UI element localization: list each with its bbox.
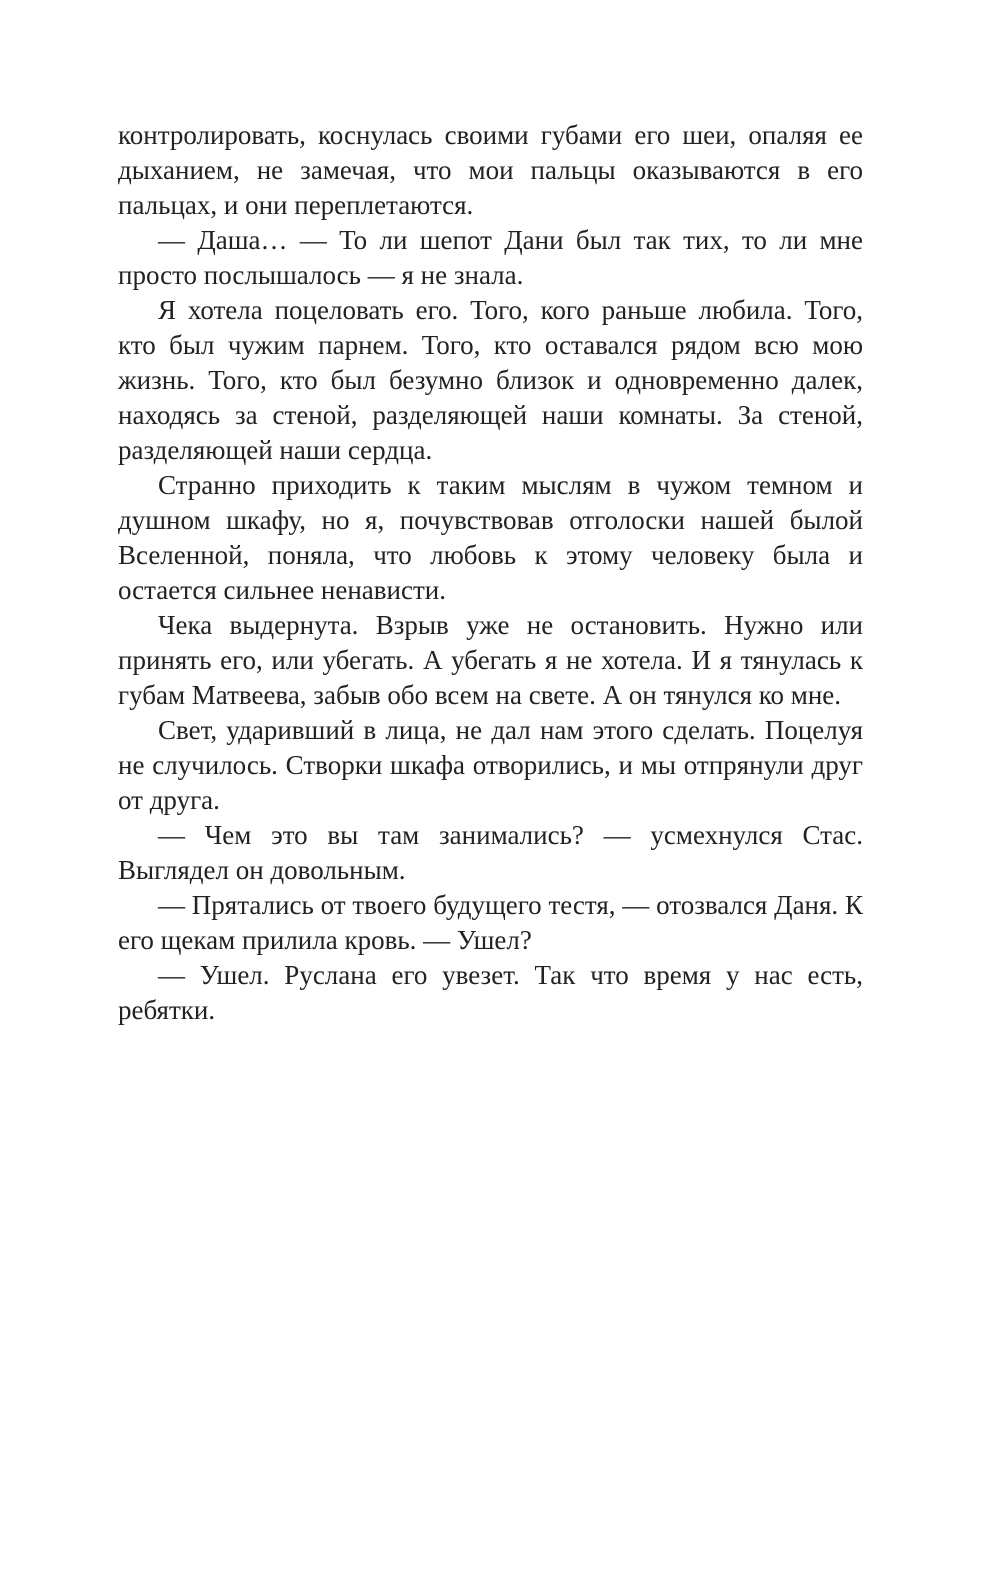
paragraph-6: Свет, ударивший в лица, не дал нам этого сделать. Поцелуя не случилось. Створки шкафа отворились, и мы отпрянули друг от друга. <box>118 715 863 815</box>
paragraph-7: — Чем это вы там занимались? — усмехнулся Стас. Выглядел он довольным. <box>118 820 863 885</box>
paragraph-4: Странно приходить к таким мыслям в чужом темном и душном шкафу, но я, почувствовав отголоски нашей былой Вселенной, поняла, что любовь к этому человеку была и остается сильнее ненависти. <box>118 470 863 605</box>
paragraph-2: — Даша… — То ли шепот Дани был так тих, то ли мне просто послышалось — я не знала. <box>118 225 863 290</box>
paragraph-5: Чека выдернута. Взрыв уже не остановить. Нужно или принять его, или убегать. А убегать я не хотела. И я тянулась к губам Матвеева, забыв обо всем на свете. А он тянулся ко мне. <box>118 610 863 710</box>
paragraph-1: контролировать, коснулась своими губами его шеи, опаляя ее дыханием, не замечая, что мои пальцы оказываются в его пальцах, и они переплетаются. <box>118 120 863 220</box>
paragraph-8: — Прятались от твоего будущего тестя, — отозвался Даня. К его щекам прилила кровь. — Ушел? <box>118 890 863 955</box>
paragraph-3: Я хотела поцеловать его. Того, кого раньше любила. Того, кто был чужим парнем. Того, кто оставался рядом всю мою жизнь. Того, кто был безумно близок и одновременно далек, находясь за стеной, разделяющей наши комнаты. За стеной, разделяющей наши сердца. <box>118 295 863 465</box>
paragraph-9: — Ушел. Руслана его увезет. Так что время у нас есть, ребятки. <box>118 960 863 1025</box>
body-text <box>118 118 863 1028</box>
